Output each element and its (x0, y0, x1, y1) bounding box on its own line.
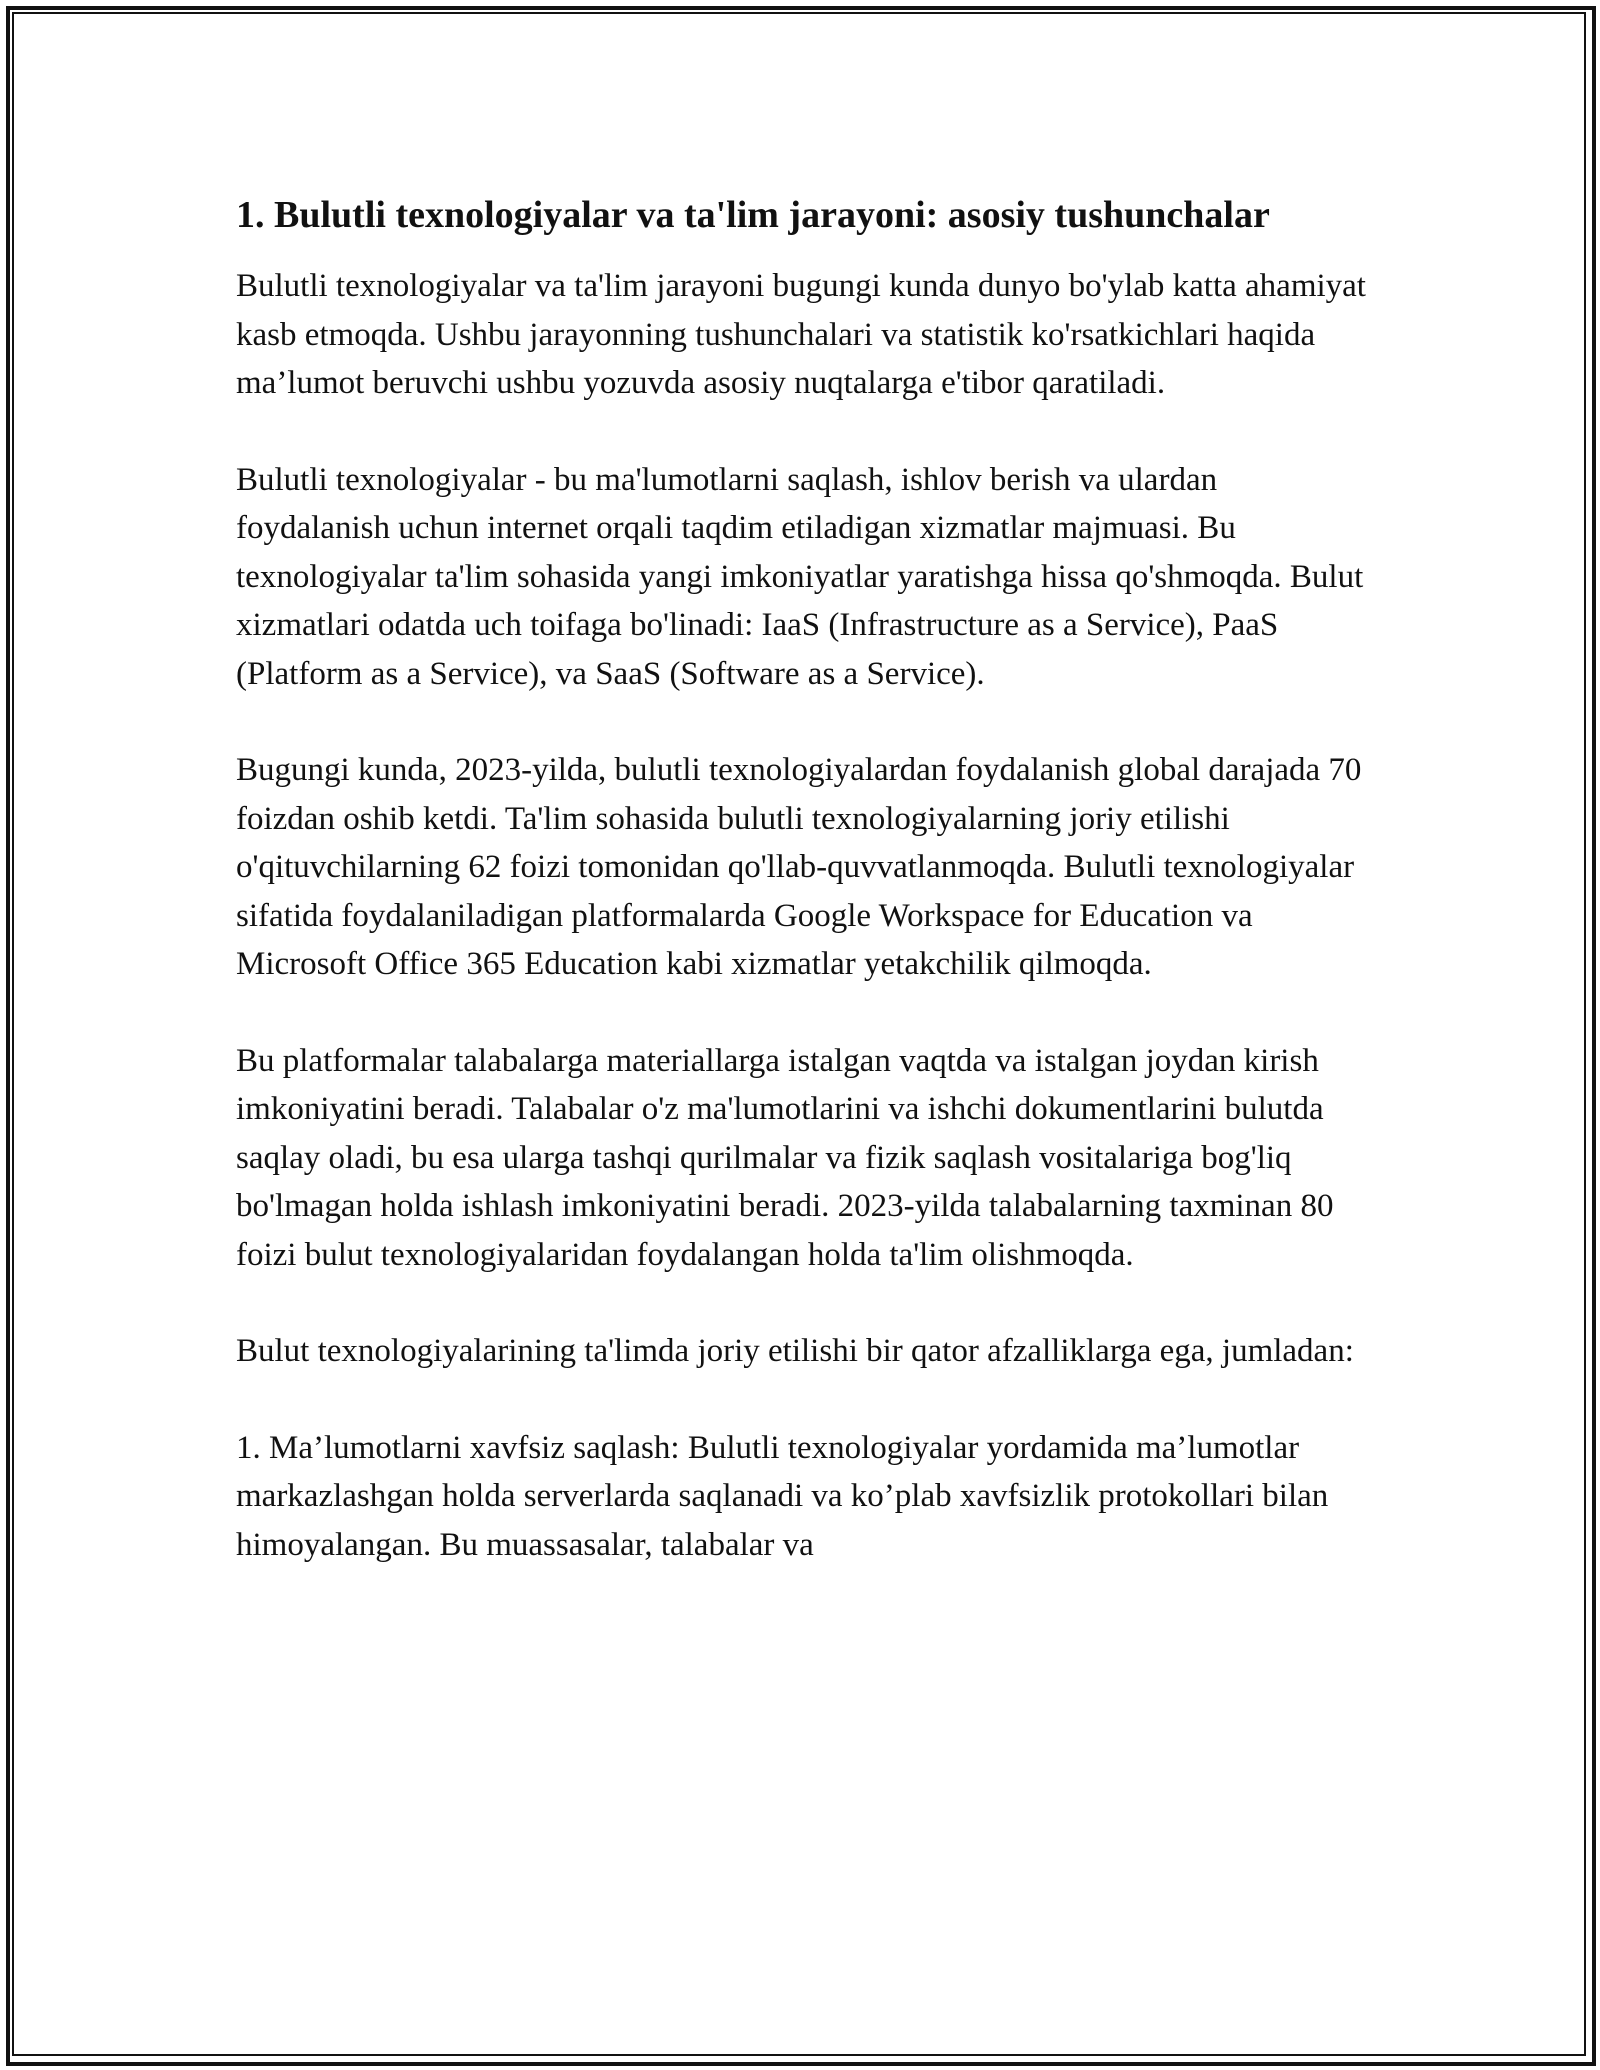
paragraph-platforms: Bu platformalar talabalarga materiallarga istalgan vaqtda va istalgan joydan kirish imkoniyatini beradi. Talabalar o'z ma'lumotlarini va ishchi dokumentlarini bulutda saqlay oladi, bu esa ularga tashqi qurilmalar va fizik saqlash vositalariga bog'liq bo'lmagan holda ishlash imkoniyatini beradi. 2023-yilda talabalarning taxminan 80 foizi bulut texnologiyalaridan foydalangan holda ta'lim olishmoqda. (236, 1042, 1334, 1273)
paragraph-intro: Bulutli texnologiyalar va ta'lim jarayoni bugungi kunda dunyo bo'ylab katta ahamiyat kasb etmoqda. Ushbu jarayonning tushunchalari va statistik ko'rsatkichlari haqida ma’lumot beruvchi ushbu yozuvda asosiy nuqtalarga e'tibor qaratiladi. (236, 268, 1366, 401)
paragraph-statistics: Bugungi kunda, 2023-yilda, bulutli texnologiyalardan foydalanish global darajada 70 foizdan oshib ketdi. Ta'lim sohasida bulutli texnologiyalarning joriy etilishi o'qituvchilarning 62 foizi tomonidan qo'llab-quvvatlanmoqda. Bulutli texnologiyalar sifatida foydalaniladigan platformalarda Google Workspace for Education va Microsoft Office 365 Education kabi xizmatlar yetakchilik qilmoqda. (236, 752, 1362, 982)
list-item-secure-storage: 1. Ma’lumotlarni xavfsiz saqlash: Bulutli texnologiyalar yordamida ma’lumotlar markazlashgan holda serverlarda saqlanadi va ko’plab xavfsizlik protokollari bilan himoyalangan. Bu muassasalar, talabalar va (236, 1429, 1329, 1563)
paragraph-advantages-intro: Bulut texnologiyalarining ta'limda joriy etilishi bir qator afzalliklarga ega, jumladan: (236, 1333, 1354, 1369)
section-heading: 1. Bulutli texnologiyalar va ta'lim jarayoni: asosiy tushunchalar (236, 194, 1270, 236)
document-body (236, 188, 1376, 1617)
paragraph-definition: Bulutli texnologiyalar - bu ma'lumotlarni saqlash, ishlov berish va ulardan foydalanish uchun internet orqali taqdim etiladigan xizmatlar majmuasi. Bu texnologiyalar ta'lim sohasida yangi imkoniyatlar yaratishga hissa qo'shmoqda. Bulut xizmatlari odatda uch toifaga bo'linadi: IaaS (Infrastructure as a Service), PaaS (Platform as a Service), va SaaS (Software as a Service). (236, 461, 1364, 692)
